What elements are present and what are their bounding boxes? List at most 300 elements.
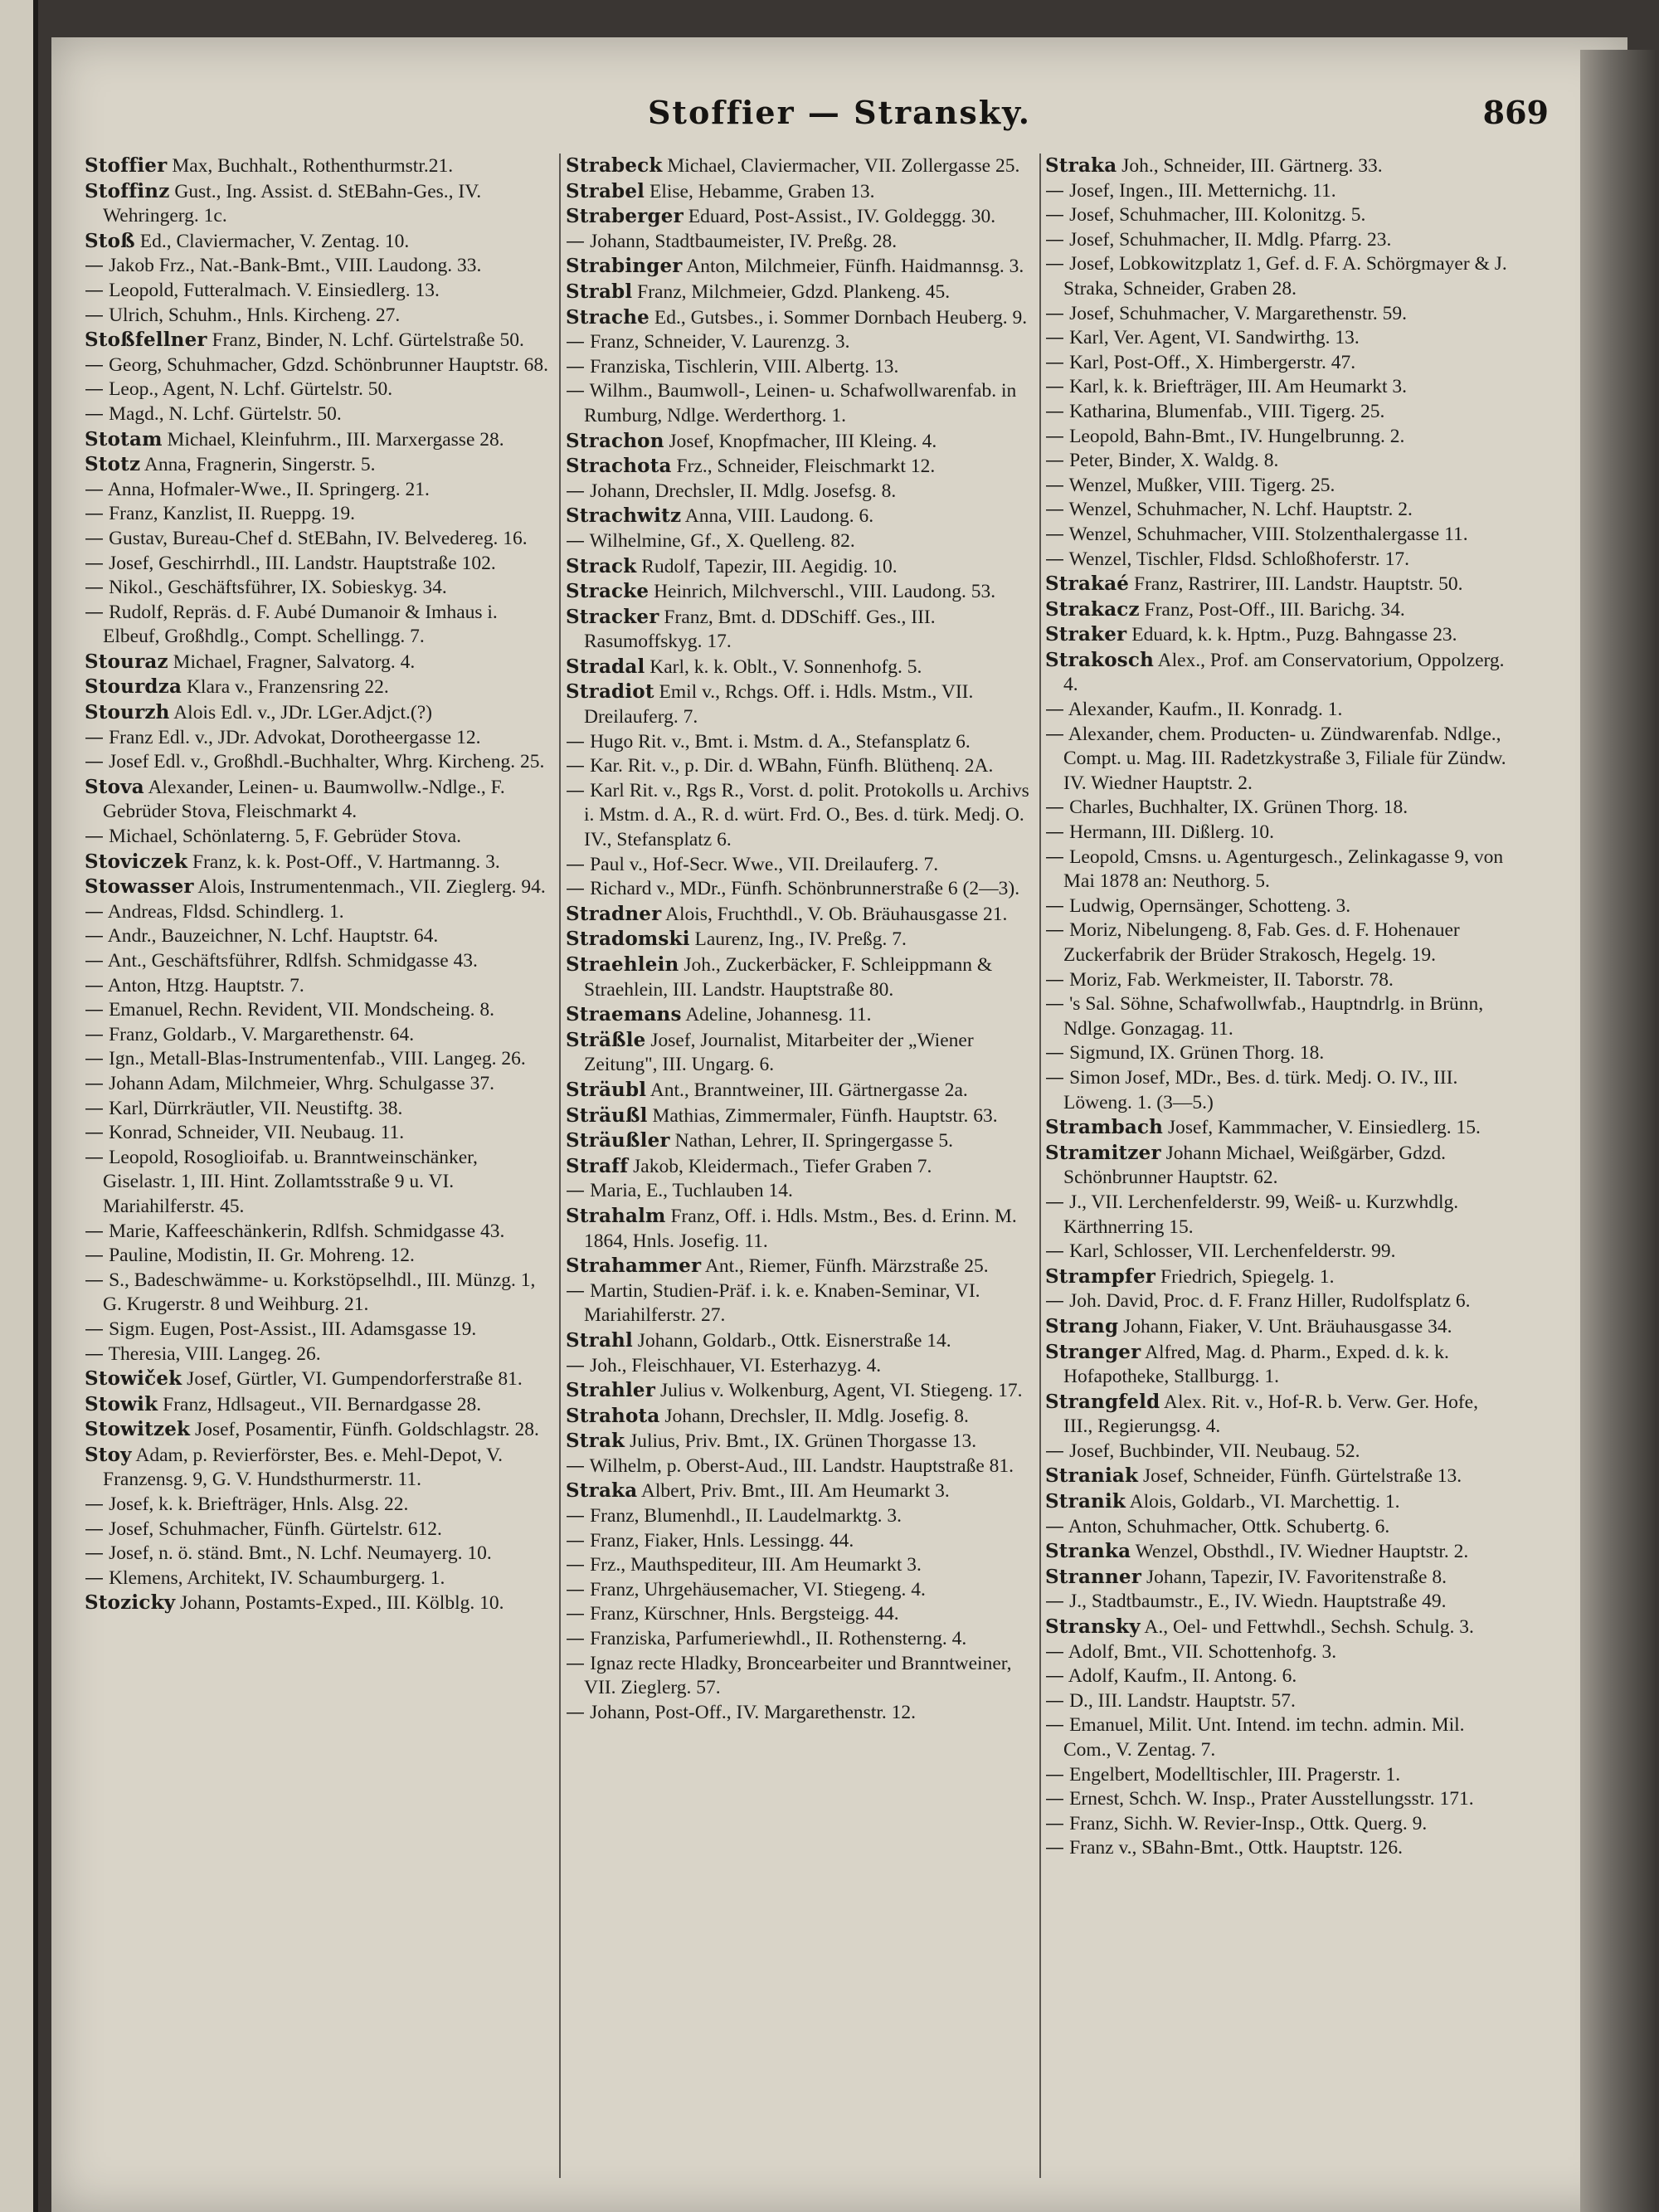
entry-details: Marie, Kaffeeschänkerin, Rdlfsh. Schmidgasse 43. xyxy=(109,1220,505,1242)
directory-entry xyxy=(85,974,549,999)
entry-details: Josef, Schuhmacher, V. Margarethenstr. 59. xyxy=(1069,302,1408,324)
entry-surname: — xyxy=(1045,1837,1065,1859)
entry-surname: — xyxy=(566,1554,586,1576)
entry-details: Emanuel, Rechn. Revident, VII. Mondscheing. 8. xyxy=(109,999,494,1021)
entry-surname: — xyxy=(85,353,105,376)
entry-surname: Straemans xyxy=(566,1003,682,1026)
entry-details: Rudolf, Repräs. d. F. Aubé Dumanoir & Imhaus i. Elbeuf, Großhdlg., Compt. Schellingg. 7. xyxy=(103,601,498,648)
entry-details: Ed., Claviermacher, V. Zentag. 10. xyxy=(139,230,410,252)
entry-details: Albert, Priv. Bmt., III. Am Heumarkt 3. xyxy=(640,1480,950,1503)
directory-entry xyxy=(85,949,549,974)
entry-details: Franz, Bmt. d. DDSchiff. Ges., III. Rasumoffskyg. 17. xyxy=(584,606,936,653)
entry-details: Wilhelmine, Gf., X. Quelleng. 82. xyxy=(589,529,855,552)
entry-surname: Stoß xyxy=(85,229,135,252)
entry-details: Michael, Claviermacher, VII. Zollergasse 25. xyxy=(667,155,1020,177)
entry-details: Josef, Gürtler, VI. Gumpendorferstraße 81. xyxy=(187,1368,523,1391)
directory-entry xyxy=(566,754,1030,779)
entry-details: Josef, Posamentir, Fünfh. Goldschlagstr. 28. xyxy=(195,1419,539,1441)
directory-entry xyxy=(1045,523,1510,548)
entry-surname: Stradal xyxy=(566,655,645,678)
entry-details: Johann, Drechsler, II. Mdlg. Josefsg. 8. xyxy=(590,480,897,502)
entry-surname: Sträußler xyxy=(566,1129,670,1152)
directory-entry xyxy=(85,998,549,1023)
entry-details: Josef, Knopfmacher, III Kleing. 4. xyxy=(669,430,937,452)
directory-entry xyxy=(1045,400,1510,425)
directory-entry xyxy=(85,378,549,402)
directory-entry xyxy=(85,1566,549,1591)
directory-entry xyxy=(1045,648,1510,698)
directory-entry xyxy=(566,1254,1030,1279)
entry-surname: — xyxy=(85,726,105,748)
directory-entry xyxy=(566,1354,1030,1379)
entry-surname: — xyxy=(1045,845,1065,868)
entry-details: Kar. Rit. v., p. Dir. d. WBahn, Fünfh. Blüthenq. 2A. xyxy=(590,755,994,777)
entry-surname: — xyxy=(85,1518,105,1540)
directory-entry xyxy=(1045,1713,1510,1762)
entry-details: Wenzel, Schuhmacher, VIII. Stolzenthalergasse 11. xyxy=(1068,523,1468,545)
entry-details: Josef Edl. v., Großhdl.-Buchhalter, Whrg. Kircheng. 25. xyxy=(109,751,545,773)
entry-surname: — xyxy=(1045,1640,1065,1663)
entry-surname: — xyxy=(85,900,105,923)
entry-surname: Stouraz xyxy=(85,650,168,673)
directory-entry xyxy=(1045,548,1510,572)
entry-details: Josef, Ingen., III. Metternichg. 11. xyxy=(1069,179,1336,202)
directory-entry xyxy=(566,1479,1030,1504)
entry-surname: — xyxy=(1045,1440,1065,1462)
directory-entry xyxy=(1045,1314,1510,1340)
entry-surname: Strangfeld xyxy=(1045,1390,1160,1413)
entry-surname: — xyxy=(1045,228,1065,251)
entry-details: Johann, Postamts-Exped., III. Kölblg. 10. xyxy=(180,1592,504,1615)
directory-entry xyxy=(85,353,549,378)
directory-entry xyxy=(566,1652,1030,1701)
entry-details: Gust., Ing. Assist. d. StEBahn-Ges., IV. Wehringerg. 1c. xyxy=(103,180,482,227)
entry-details: Karl, Schlosser, VII. Lerchenfelderstr. 99. xyxy=(1069,1240,1396,1263)
entry-surname: Strachon xyxy=(566,429,664,452)
entry-details: Johann, Drechsler, II. Mdlg. Josefig. 8. xyxy=(664,1405,969,1427)
directory-entry xyxy=(85,502,549,527)
directory-entry xyxy=(85,1146,549,1220)
entry-details: J., Stadtbaumstr., E., IV. Wiedn. Hauptstraße 49. xyxy=(1069,1591,1447,1613)
entry-surname: Stoviczek xyxy=(85,850,188,873)
directory-column-1 xyxy=(85,153,549,2195)
entry-surname: — xyxy=(1045,723,1065,745)
directory-entry xyxy=(566,953,1030,1002)
entry-surname: — xyxy=(1045,351,1065,373)
entry-surname: — xyxy=(85,279,105,301)
entry-details: Ignaz recte Hladky, Broncearbeiter und Branntweiner, VII. Zieglerg. 57. xyxy=(584,1652,1012,1699)
directory-entry xyxy=(566,779,1030,853)
entry-details: Alex. Rit. v., Hof-R. b. Verw. Ger. Hofe, III., Regierungsg. 4. xyxy=(1063,1391,1478,1438)
directory-entry xyxy=(1045,425,1510,450)
directory-entry xyxy=(1045,622,1510,648)
directory-entry xyxy=(1045,1289,1510,1314)
entry-details: Franz, Milchmeier, Gdzd. Plankeng. 45. xyxy=(637,280,951,303)
entry-surname: — xyxy=(85,1097,105,1119)
entry-details: Franz, Goldarb., V. Margarethenstr. 64. xyxy=(109,1023,415,1045)
entry-surname: Strahl xyxy=(566,1328,633,1352)
directory-entry xyxy=(85,1367,549,1392)
entry-details: Leopold, Cmsns. u. Agenturgesch., Zelinkagasse 9, von Mai 1878 an: Neuthorg. 5. xyxy=(1063,845,1504,893)
entry-surname: Strabeck xyxy=(566,154,663,177)
directory-entry xyxy=(1045,821,1510,845)
entry-surname: — xyxy=(85,1023,105,1045)
entry-surname: — xyxy=(566,1578,586,1601)
entry-surname: — xyxy=(1045,894,1065,917)
entry-surname: Stradner xyxy=(566,902,662,925)
entry-surname: Strahalm xyxy=(566,1204,666,1227)
entry-details: Alexander, Kaufm., II. Konradg. 1. xyxy=(1068,699,1343,721)
entry-details: Adeline, Johannesg. 11. xyxy=(685,1004,872,1026)
entry-surname: — xyxy=(1045,523,1065,545)
directory-entry xyxy=(566,379,1030,428)
entry-surname: Stracker xyxy=(566,605,659,628)
entry-surname: Stotz xyxy=(85,453,141,476)
entry-details: Joh., Fleischhauer, VI. Esterhazyg. 4. xyxy=(590,1354,882,1376)
entry-details: Moriz, Nibelungeng. 8, Fab. Ges. d. F. Hohenauer Zuckerfabrik der Brüder Strakosch, Hegelg. 19. xyxy=(1063,919,1460,966)
directory-entry xyxy=(1045,918,1510,967)
entry-surname: — xyxy=(1045,1240,1065,1263)
directory-entry xyxy=(85,279,549,304)
directory-entry xyxy=(566,1028,1030,1078)
entry-surname: — xyxy=(85,1245,105,1267)
entry-details: Max, Buchhalt., Rothenthurmstr.21. xyxy=(172,155,454,177)
entry-details: Joh., Schneider, III. Gärtnerg. 33. xyxy=(1121,155,1383,177)
directory-entry xyxy=(1045,572,1510,597)
directory-entry xyxy=(566,305,1030,331)
directory-entry xyxy=(566,1328,1030,1354)
directory-entry xyxy=(85,254,549,279)
entry-surname: — xyxy=(85,1220,105,1242)
entry-surname: Stramitzer xyxy=(1045,1141,1161,1164)
entry-surname: — xyxy=(85,1542,105,1565)
entry-details: Alois Edl. v., JDr. LGer.Adjct.(?) xyxy=(173,702,432,724)
entry-details: Anna, VIII. Laudong. 6. xyxy=(684,505,874,528)
entry-details: Sigm. Eugen, Post-Assist., III. Adamsgasse 19. xyxy=(109,1318,477,1340)
directory-entry xyxy=(1045,351,1510,376)
entry-details: Anton, Milchmeier, Fünfh. Haidmannsg. 3. xyxy=(686,256,1024,278)
entry-details: Johann, Goldarb., Ottk. Eisnerstraße 14. xyxy=(637,1329,951,1352)
directory-entry xyxy=(85,1269,549,1318)
directory-entry xyxy=(85,304,549,329)
entry-details: Michael, Fragner, Salvatorg. 4. xyxy=(173,650,416,673)
entry-details: Josef, Schuhmacher, II. Mdlg. Pfarrg. 23. xyxy=(1069,228,1392,251)
entry-details: Johann, Tapezir, IV. Favoritenstraße 8. xyxy=(1146,1566,1447,1588)
directory-entry xyxy=(566,1002,1030,1028)
entry-surname: — xyxy=(85,255,105,277)
directory-entry xyxy=(1045,1590,1510,1615)
entry-details: Ulrich, Schuhm., Hnls. Kircheng. 27. xyxy=(109,304,401,326)
directory-entry xyxy=(85,527,549,552)
entry-surname: Strahammer xyxy=(566,1255,702,1278)
entry-surname: — xyxy=(566,331,586,353)
directory-entry xyxy=(566,1279,1030,1328)
entry-surname: Straberger xyxy=(566,205,684,228)
entry-surname: — xyxy=(85,1269,105,1291)
entry-details: Maria, E., Tuchlauben 14. xyxy=(590,1180,793,1202)
entry-details: Karl, Post-Off., X. Himbergerstr. 47. xyxy=(1069,351,1356,373)
entry-details: Mathias, Zimmermaler, Fünfh. Hauptstr. 63. xyxy=(652,1104,998,1127)
entry-details: Anna, Fragnerin, Singerstr. 5. xyxy=(144,454,376,476)
entry-surname: — xyxy=(85,601,105,623)
directory-entry xyxy=(85,402,549,427)
entry-surname: — xyxy=(1045,204,1065,227)
entry-surname: — xyxy=(85,304,105,326)
entry-surname: — xyxy=(1045,1591,1065,1613)
column-divider xyxy=(559,153,561,2178)
directory-entry xyxy=(1045,1787,1510,1812)
entry-surname: — xyxy=(85,552,105,574)
entry-details: Franz, Binder, N. Lchf. Gürtelstraße 50. xyxy=(212,329,524,352)
entry-surname: — xyxy=(566,480,586,502)
directory-entry xyxy=(566,877,1030,902)
directory-entry xyxy=(566,1529,1030,1554)
directory-entry xyxy=(1045,1041,1510,1066)
entry-details: Anton, Htzg. Hauptstr. 7. xyxy=(107,974,304,996)
directory-entry xyxy=(1045,1141,1510,1191)
directory-entry xyxy=(566,655,1030,680)
entry-surname: Strambach xyxy=(1045,1116,1164,1139)
directory-entry xyxy=(1045,1539,1510,1565)
directory-entry xyxy=(85,576,549,601)
entry-surname: Stowiček xyxy=(85,1367,182,1391)
entry-details: Martin, Studien-Präf. i. k. e. Knaben-Seminar, VI. Mariahilferstr. 27. xyxy=(584,1279,980,1327)
previous-page-edge xyxy=(0,0,38,2212)
entry-surname: — xyxy=(85,527,105,549)
entry-details: Magd., N. Lchf. Gürtelstr. 50. xyxy=(109,402,342,425)
entry-surname: — xyxy=(566,755,586,777)
directory-entry xyxy=(85,775,549,825)
entry-surname: — xyxy=(1045,919,1065,942)
entry-surname: — xyxy=(1045,699,1065,721)
entry-surname: Strang xyxy=(1045,1314,1119,1337)
directory-entry xyxy=(85,850,549,875)
entry-details: Alois, Instrumentenmach., VII. Zieglerg. 94. xyxy=(197,876,546,899)
directory-entry xyxy=(1045,1340,1510,1390)
entry-surname: — xyxy=(566,529,586,552)
entry-details: Theresia, VIII. Langeg. 26. xyxy=(108,1342,321,1365)
entry-details: Josef, Geschirrhdl., III. Landstr. Hauptstraße 102. xyxy=(109,552,496,574)
entry-details: D., III. Landstr. Hauptstr. 57. xyxy=(1069,1689,1296,1712)
entry-surname: — xyxy=(1045,797,1065,819)
entry-details: Alois, Fruchthdl., V. Ob. Bräuhausgasse 21. xyxy=(665,903,1008,925)
directory-entry xyxy=(1045,1615,1510,1640)
directory-entry xyxy=(1045,1664,1510,1689)
directory-entry xyxy=(1045,723,1510,797)
entry-surname: Strachota xyxy=(566,455,672,478)
entry-surname: Sträubl xyxy=(566,1078,647,1101)
entry-surname: — xyxy=(85,1048,105,1070)
entry-details: Karl, Dürrkräutler, VII. Neustiftg. 38. xyxy=(109,1097,403,1119)
entry-surname: — xyxy=(1045,1714,1065,1737)
directory-entry xyxy=(85,1542,549,1566)
directory-entry xyxy=(566,1078,1030,1104)
entry-details: Franz, Sichh. W. Revier-Insp., Ottk. Querg. 9. xyxy=(1069,1812,1428,1834)
entry-surname: — xyxy=(566,878,586,900)
entry-details: Andreas, Fldsd. Schindlerg. 1. xyxy=(107,900,344,923)
entry-surname: — xyxy=(85,925,105,948)
entry-surname: — xyxy=(1045,499,1065,521)
entry-surname: — xyxy=(1045,425,1065,447)
entry-surname: — xyxy=(85,751,105,773)
entry-details: Karl, Ver. Agent, VI. Sandwirthg. 13. xyxy=(1069,327,1360,349)
directory-entry xyxy=(85,875,549,900)
directory-entry xyxy=(1045,1440,1510,1464)
entry-details: Julius v. Wolkenburg, Agent, VI. Stiegeng. 17. xyxy=(659,1380,1023,1402)
directory-entry xyxy=(1045,968,1510,993)
directory-entry xyxy=(85,1342,549,1367)
entry-details: Josef, Buchbinder, VII. Neubaug. 52. xyxy=(1069,1440,1360,1462)
entry-surname: — xyxy=(566,853,586,875)
directory-entry xyxy=(1045,302,1510,327)
entry-surname: — xyxy=(566,1701,586,1723)
entry-details: Wenzel, Tischler, Fldsd. Schloßhoferstr. 17. xyxy=(1068,548,1410,570)
entry-surname: — xyxy=(1045,376,1065,398)
entry-surname: Sträßle xyxy=(566,1028,646,1051)
directory-entry xyxy=(1045,1515,1510,1540)
entry-details: Eduard, k. k. Hptm., Puzg. Bahngasse 23. xyxy=(1131,624,1457,646)
directory-entry xyxy=(1045,1489,1510,1515)
entry-details: Alois, Goldarb., VI. Marchettig. 1. xyxy=(1129,1491,1400,1513)
entry-surname: Strache xyxy=(566,305,650,329)
entry-details: Franz, Kürschner, Hnls. Bergsteigg. 44. xyxy=(590,1603,899,1625)
entry-surname: — xyxy=(1045,1689,1065,1712)
directory-entry xyxy=(85,1072,549,1097)
entry-details: Moriz, Fab. Werkmeister, II. Taborstr. 78. xyxy=(1069,968,1394,991)
entry-details: Josef, Lobkowitzplatz 1, Gef. d. F. A. Schörgmayer & J. Straka, Schneider, Graben 28. xyxy=(1063,253,1507,300)
directory-entry xyxy=(566,1154,1030,1180)
directory-entry xyxy=(1045,449,1510,474)
entry-details: Josef, Schneider, Fünfh. Gürtelstraße 13. xyxy=(1143,1465,1462,1488)
entry-surname: Strahota xyxy=(566,1404,660,1427)
entry-surname: — xyxy=(566,1652,586,1674)
book-fore-edge xyxy=(1580,50,1655,2212)
entry-surname: Stova xyxy=(85,775,144,798)
directory-entry xyxy=(1045,1115,1510,1141)
entry-surname: — xyxy=(1045,821,1065,844)
entry-details: Michael, Kleinfuhrm., III. Marxergasse 28. xyxy=(167,428,504,451)
entry-surname: — xyxy=(1045,327,1065,349)
entry-details: Emanuel, Milit. Unt. Intend. im techn. admin. Mil. Com., V. Zentag. 7. xyxy=(1063,1714,1465,1761)
entry-surname: — xyxy=(1045,1788,1065,1810)
entry-surname: Sträußl xyxy=(566,1104,648,1127)
entry-details: S., Badeschwämme- u. Korkstöpselhdl., III. Münzg. 1, G. Krugerstr. 8 und Weihburg. 21. xyxy=(103,1269,536,1316)
directory-entry xyxy=(566,1128,1030,1154)
entry-details: Franz, Fiaker, Hnls. Lessingg. 44. xyxy=(590,1529,854,1552)
directory-entry xyxy=(1045,845,1510,894)
page-number: 869 xyxy=(1482,94,1549,131)
entry-surname: Stoffier xyxy=(85,154,168,177)
entry-details: Franz, Rastrirer, III. Landstr. Hauptstr. 50. xyxy=(1134,573,1463,596)
entry-details: Elise, Hebamme, Graben 13. xyxy=(649,180,875,202)
entry-details: Friedrich, Spiegelg. 1. xyxy=(1160,1265,1335,1288)
entry-details: Pauline, Modistin, II. Gr. Mohreng. 12. xyxy=(109,1245,415,1267)
entry-surname: Strabel xyxy=(566,179,645,202)
entry-surname: — xyxy=(1045,1515,1065,1537)
directory-entry xyxy=(85,1591,549,1616)
entry-details: Wilhm., Baumwoll-, Leinen- u. Schafwollwarenfab. in Rumburg, Ndlge. Werderthorg. 1. xyxy=(584,380,1017,426)
entry-surname: — xyxy=(566,355,586,378)
entry-surname: — xyxy=(85,826,105,848)
entry-surname: — xyxy=(1045,1290,1065,1313)
entry-surname: Straehlein xyxy=(566,953,679,976)
directory-entry xyxy=(1045,698,1510,723)
entry-details: Franziska, Tischlerin, VIII. Albertg. 13. xyxy=(590,355,899,378)
directory-entry xyxy=(566,927,1030,953)
entry-details: Karl, k. k. Briefträger, III. Am Heumarkt 3. xyxy=(1069,376,1407,398)
directory-entry xyxy=(566,554,1030,580)
directory-entry xyxy=(566,1504,1030,1529)
directory-entry xyxy=(566,230,1030,255)
directory-entry xyxy=(566,1404,1030,1430)
directory-entry xyxy=(566,730,1030,755)
entry-surname: Strampfer xyxy=(1045,1264,1156,1288)
entry-details: Julius, Priv. Bmt., IX. Grünen Thorgasse 13. xyxy=(630,1430,977,1453)
entry-details: Paul v., Hof-Secr. Wwe., VII. Dreilauferg. 7. xyxy=(590,853,939,875)
directory-entry xyxy=(566,254,1030,280)
directory-entry xyxy=(566,1104,1030,1129)
directory-entry xyxy=(566,1378,1030,1404)
entry-details: 's Sal. Söhne, Schafwollwfab., Hauptndrlg. in Brünn, Ndlge. Gonzagag. 11. xyxy=(1063,993,1484,1040)
entry-details: Ludwig, Opernsänger, Schotteng. 3. xyxy=(1069,894,1351,917)
entry-details: Rudolf, Tapezir, III. Aegidig. 10. xyxy=(641,555,898,577)
entry-details: Sigmund, IX. Grünen Thorg. 18. xyxy=(1069,1042,1325,1065)
entry-details: J., VII. Lerchenfelderstr. 99, Weiß- u. Kurzwhdlg. Kärthnerring 15. xyxy=(1063,1191,1459,1238)
directory-entry xyxy=(85,153,549,179)
directory-entry xyxy=(566,680,1030,729)
directory-entry xyxy=(566,355,1030,380)
entry-details: Franz, Post-Off., III. Barichg. 34. xyxy=(1144,598,1405,621)
entry-details: Wenzel, Schuhmacher, N. Lchf. Hauptstr. 2. xyxy=(1068,499,1413,521)
entry-surname: — xyxy=(85,974,105,996)
entry-details: Johann Adam, Milchmeier, Whrg. Schulgasse 37. xyxy=(109,1072,494,1094)
entry-details: Alexander, Leinen- u. Baumwollw.-Ndlge., F. Gebrüder Stova, Fleischmarkt 4. xyxy=(103,776,505,823)
entry-surname: Straka xyxy=(1045,154,1117,177)
entry-surname: — xyxy=(1045,548,1065,570)
entry-surname: Straff xyxy=(566,1154,629,1177)
directory-entry xyxy=(1045,1565,1510,1591)
directory-entry xyxy=(1045,153,1510,179)
entry-surname: — xyxy=(1045,1812,1065,1834)
entry-surname: Stradiot xyxy=(566,680,654,704)
directory-entry xyxy=(85,675,549,700)
entry-details: Johann, Fiaker, V. Unt. Bräuhausgasse 34. xyxy=(1123,1315,1452,1337)
entry-details: Georg, Schuhmacher, Gdzd. Schönbrunner Hauptstr. 68. xyxy=(109,353,548,376)
entry-surname: — xyxy=(1045,179,1065,202)
entry-details: Franz, Off. i. Hdls. Mstm., Bes. d. Erinn. M. 1864, Hnls. Josefig. 11. xyxy=(584,1205,1017,1252)
entry-surname: Strachwitz xyxy=(566,504,682,528)
directory-entry xyxy=(566,1602,1030,1627)
entry-surname: — xyxy=(85,1072,105,1094)
directory-entry xyxy=(85,726,549,751)
directory-entry xyxy=(1045,992,1510,1041)
entry-details: Michael, Schönlaterng. 5, F. Gebrüder Stova. xyxy=(109,826,462,848)
directory-entry xyxy=(1045,1066,1510,1115)
entry-details: Franz, Schneider, V. Laurenzg. 3. xyxy=(590,331,850,353)
entry-details: Ed., Gutsbes., i. Sommer Dornbach Heuberg. 9. xyxy=(654,306,1028,329)
directory-entry xyxy=(566,579,1030,605)
entry-surname: — xyxy=(85,503,105,525)
directory-entry xyxy=(1045,474,1510,499)
entry-details: Emil v., Rchgs. Off. i. Hdls. Mstm., VII. Dreilauferg. 7. xyxy=(584,681,974,728)
entry-surname: — xyxy=(1045,993,1065,1016)
page-header xyxy=(51,94,1627,144)
entry-details: Leopold, Bahn-Bmt., IV. Hungelbrunng. 2. xyxy=(1069,425,1405,447)
entry-surname: Stradomski xyxy=(566,928,690,951)
entry-details: Ant., Branntweiner, III. Gärtnergasse 2a. xyxy=(649,1079,968,1101)
directory-entry xyxy=(85,601,549,650)
entry-surname: Stowitzek xyxy=(85,1418,191,1441)
